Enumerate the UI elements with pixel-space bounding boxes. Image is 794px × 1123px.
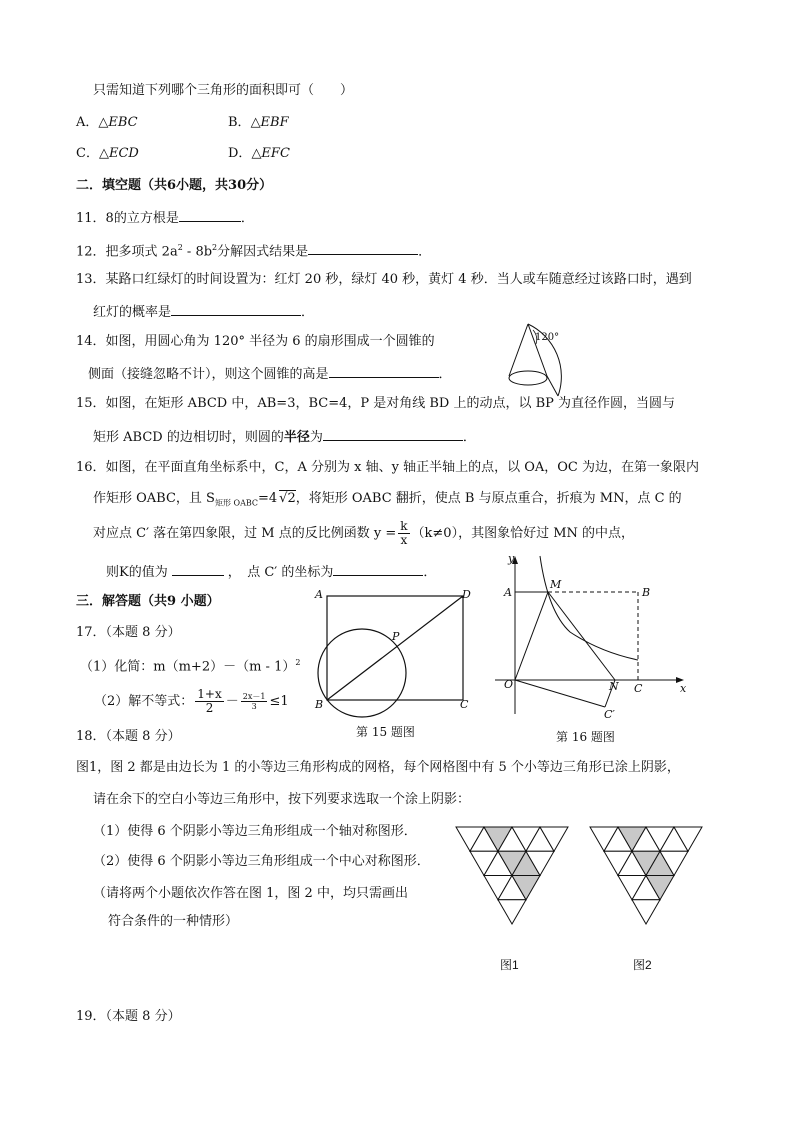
- q15-answer-blank[interactable]: [323, 427, 463, 441]
- q18-line4: （2）使得 6 个阴影小等边三角形组成一个中心对称图形．: [93, 854, 430, 869]
- segment-oc-prime: [515, 680, 605, 707]
- q16-line3: 对应点 C′ 落在第四象限，过 M 点的反比例函数 y = $\frac{k}{x}$ （k≠0），其图象恰好过 MN 的中点，: [93, 519, 635, 547]
- q18-line5: （请将两个小题依次作答在图 1，图 2 中，均只需画出: [93, 886, 408, 901]
- segment-om: [515, 592, 548, 680]
- q16-coord-blank[interactable]: [333, 562, 423, 576]
- q13-line2: 红灯的概率是 ．: [93, 302, 314, 322]
- q14-answer-blank[interactable]: [329, 364, 439, 378]
- q10-option-d: D．△EFC: [228, 146, 290, 161]
- q18-line6: 符合条件的一种情形）: [108, 914, 239, 929]
- figure-16-caption: 第 16 题图: [556, 730, 615, 744]
- label-y: y: [508, 552, 515, 565]
- label-c: C: [634, 682, 643, 695]
- label-a: A: [315, 588, 323, 601]
- q11-answer-blank[interactable]: [179, 208, 241, 222]
- label-a: A: [504, 586, 512, 599]
- q10-option-b: B．△EBF: [228, 115, 289, 130]
- triangle-grid-figure-2: [586, 823, 706, 948]
- q17-part1: （1）化简：m（m+2）－（m - 1）$^2$: [80, 658, 301, 675]
- figure-16: [490, 552, 690, 722]
- figure-2-caption: 图2: [633, 958, 652, 972]
- q19-heading: 19．（本题 8 分）: [76, 1009, 181, 1024]
- q13-line1: 13．某路口红绿灯的时间设置为：红灯 20 秒，绿灯 40 秒，黄灯 4 秒．当人或车随意经过该路口时，遇到: [76, 272, 692, 287]
- label-b: B: [315, 698, 324, 711]
- q18-heading: 18．（本题 8 分）: [76, 729, 181, 744]
- q15-line2: 矩形 ABCD 的边相切时，则圆的半径为 ．: [93, 427, 476, 447]
- grid-cell-down[interactable]: [632, 900, 660, 924]
- q12: 12．把多项式 $2a^2 - 8b^2$分解因式结果是 ．: [76, 243, 432, 260]
- section-2-heading: 二．填空题（共6小题，共30分）: [76, 178, 273, 193]
- q18-line2: 请在余下的空白小等边三角形中，按下列要求选取一个涂上阴影：: [93, 792, 471, 807]
- label-m: M: [550, 578, 562, 591]
- figure-15: [310, 590, 480, 715]
- q17-part2: （2）解不等式： $\frac{1+x}{2}$ － $\frac{2x-1}{3}$ ≤1: [94, 687, 289, 715]
- q17-heading: 17．（本题 8 分）: [76, 625, 181, 640]
- q18-line3: （1）使得 6 个阴影小等边三角形组成一个轴对称图形．: [93, 824, 417, 839]
- q16-line2: 作矩形 OABC，且 $S_{矩形 OABC}=4$ √2，将矩形 OABC 翻折，使点 B 与原点重合，折痕为 MN，点 C 的: [93, 491, 682, 508]
- q16-k-blank[interactable]: [172, 562, 224, 576]
- sector-radius: [547, 376, 558, 396]
- q16-line1: 16．如图，在平面直角坐标系中，C，A 分别为 x 轴、y 轴正半轴上的点，以 OA，OC 为边，在第一象限内: [76, 460, 699, 475]
- figure-15-caption: 第 15 题图: [356, 725, 415, 739]
- q10-option-a: A．△EBC: [76, 115, 138, 130]
- label-x: x: [680, 682, 687, 695]
- label-b: B: [642, 586, 651, 599]
- cone-left-edge: [509, 324, 528, 376]
- label-d: D: [462, 588, 471, 601]
- label-n: N: [609, 680, 619, 693]
- sector-cone-figure: [500, 316, 590, 396]
- q16-line4: 则K的值为 ， 点 C′ 的坐标为 ．: [106, 562, 436, 582]
- triangle-grid-figure-1: [452, 823, 572, 948]
- segment-mn: [548, 592, 615, 680]
- section-3-heading: 三．解答题（共9 小题）: [76, 594, 220, 609]
- grid-cell-down[interactable]: [498, 900, 526, 924]
- q12-answer-blank[interactable]: [308, 241, 418, 255]
- q15-line1: 15．如图，在矩形 ABCD 中，AB=3，BC=4，P 是对角线 BD 上的动点，以 BP 为直径作圆，当圆与: [76, 396, 676, 411]
- label-o: O: [504, 678, 514, 691]
- q11: 11．8的立方根是 ．: [76, 208, 254, 228]
- cone-base: [509, 371, 547, 385]
- q10-line: 只需知道下列哪个三角形的面积即可（ ）: [93, 83, 354, 98]
- q14-line1: 14．如图，用圆心角为 120° 半径为 6 的扇形围成一个圆锥的: [76, 334, 435, 349]
- hyperbola-curve: [540, 556, 638, 660]
- q10-option-c: C．△ECD: [76, 146, 139, 161]
- q18-line1: 图1，图 2 都是由边长为 1 的小等边三角形构成的网格，每个网格图中有 5 个小等边三角形已涂上阴影，: [76, 760, 680, 775]
- q14-line2: 侧面（接缝忽略不计），则这个圆锥的高是 ．: [88, 364, 452, 384]
- label-p: P: [392, 630, 400, 643]
- q13-answer-blank[interactable]: [171, 302, 301, 316]
- angle-label: 120°: [535, 332, 560, 343]
- diagonal-bd: [327, 596, 463, 700]
- figure-1-caption: 图1: [500, 958, 519, 972]
- label-c-prime: C′: [604, 708, 615, 721]
- label-c: C: [460, 698, 469, 711]
